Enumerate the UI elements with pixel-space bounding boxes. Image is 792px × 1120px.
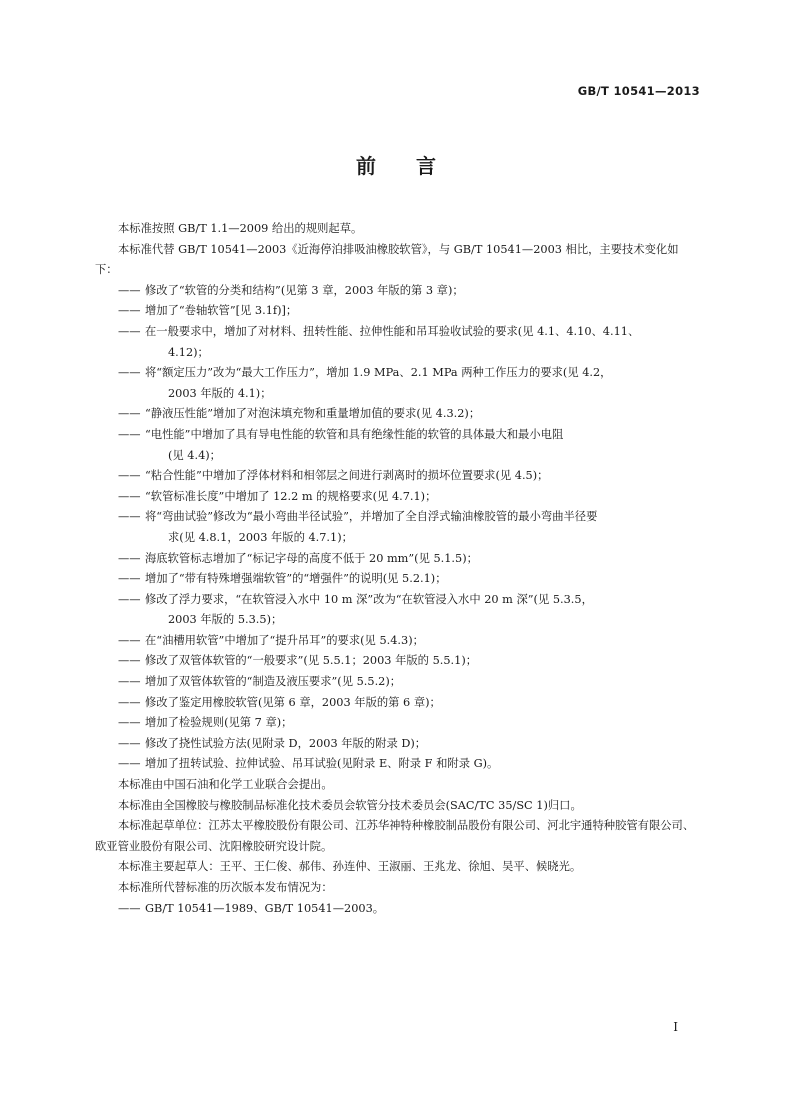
intro-paragraph: 本标准按照 GB/T 1.1—2009 给出的规则起草。	[118, 222, 363, 235]
list-item	[95, 734, 701, 755]
list-item-text: 增加了检验规则(见第 7 章)；	[145, 716, 293, 730]
list-item-text: 海底软管标志增加了“标记字母的高度不低于 20 mm”(见 5.1.5)；	[145, 551, 478, 565]
closing-paragraph: 本标准主要起草人：王平、王仁俊、郝伟、孙连仲、王淑丽、王兆龙、徐旭、吴平、候晓光。	[118, 860, 582, 874]
list-item	[95, 569, 701, 590]
dash-marker: ——	[118, 901, 141, 915]
list-item-continuation: 求(见 4.8.1，2003 年版的 4.7.1)；	[168, 530, 353, 544]
dash-marker: ——	[118, 407, 141, 421]
dash-marker: ——	[118, 551, 141, 565]
dash-marker: ——	[118, 489, 141, 503]
list-item-text: “静液压性能”增加了对泡沫填充物和重量增加值的要求(见 4.3.2)；	[145, 407, 481, 421]
list-item	[95, 713, 701, 734]
closing-paragraph: 本标准由全国橡胶与橡胶制品标准化技术委员会软管分技术委员会(SAC/TC 35/SC 1)归口。	[118, 798, 582, 812]
list-item-text: 增加了双管体软管的“制造及液压要求”(见 5.5.2)；	[145, 675, 402, 689]
list-item	[95, 672, 701, 693]
dash-marker: ——	[118, 675, 141, 689]
list-item-text: 修改了鉴定用橡胶软管(见第 6 章，2003 年版的第 6 章)；	[145, 695, 441, 709]
dash-marker: ——	[118, 469, 141, 483]
list-item	[95, 549, 701, 570]
intro-paragraph: 本标准代替 GB/T 10541—2003《近海停泊排吸油橡胶软管》，与 GB/T 10541—2003 相比，主要技术变化如下：	[95, 242, 679, 277]
list-item-text: “粘合性能”中增加了浮体材料和相邻层之间进行剥离时的损坏位置要求(见 4.5)；	[145, 469, 549, 483]
list-item-continuation: 2003 年版的 4.1)；	[168, 386, 272, 400]
list-item-text: 增加了“卷轴软管”[见 3.1f)]；	[145, 304, 298, 318]
list-item	[95, 754, 701, 775]
page-title: 前言	[356, 154, 476, 178]
list-item	[95, 301, 701, 322]
closing-paragraph: 本标准起草单位：江苏太平橡胶股份有限公司、江苏华神特种橡胶制品股份有限公司、河北宇通特种胶管有限公司、欧亚管业股份有限公司、沈阳橡胶研究设计院。	[95, 819, 695, 853]
page-number: I	[673, 1020, 678, 1034]
list-item-text: 在“油槽用软管”中增加了“提升吊耳”的要求(见 5.4.3)；	[145, 633, 424, 647]
list-item-text: “软管标准长度”中增加了 12.2 m 的规格要求(见 4.7.1)；	[145, 489, 437, 503]
dash-marker: ——	[118, 324, 141, 338]
standard-code: GB/T 10541—2013	[577, 84, 700, 98]
change-list	[95, 281, 701, 775]
dash-marker: ——	[118, 366, 141, 380]
list-item	[95, 487, 701, 508]
list-item-continuation: 2003 年版的 5.3.5)；	[168, 613, 283, 627]
dash-marker: ——	[118, 592, 141, 606]
list-item	[95, 281, 701, 302]
list-item	[95, 651, 701, 672]
list-item-text: 在一般要求中，增加了对材料、扭转性能、拉伸性能和吊耳验收试验的要求(见 4.1、4.10、4.11、	[145, 324, 640, 338]
list-item	[95, 404, 701, 425]
list-item	[95, 590, 701, 631]
dash-marker: ——	[118, 283, 141, 297]
document-body	[95, 219, 701, 919]
dash-marker: ——	[118, 757, 141, 771]
list-item	[95, 322, 701, 363]
dash-marker: ——	[118, 736, 141, 750]
list-item-text: 增加了扭转试验、拉伸试验、吊耳试验(见附录 E、附录 F 和附录 G)。	[145, 757, 499, 771]
list-item	[95, 363, 701, 404]
dash-marker: ——	[118, 572, 141, 586]
dash-marker: ——	[118, 510, 141, 524]
dash-marker: ——	[118, 633, 141, 647]
dash-marker: ——	[118, 654, 141, 668]
list-item-text: 将“弯曲试验”修改为“最小弯曲半径试验”，并增加了全自浮式输油橡胶管的最小弯曲半径要	[145, 510, 598, 524]
list-item-text: “电性能”中增加了具有导电性能的软管和具有绝缘性能的软管的具体最大和最小电阻	[145, 427, 564, 441]
list-item-text: 增加了“带有特殊增强端软管”的“增强件”的说明(见 5.2.1)；	[145, 572, 447, 586]
list-item	[95, 466, 701, 487]
closing-paragraph: 本标准所代替标准的历次版本发布情况为：	[118, 881, 333, 894]
list-item-text: 修改了“软管的分类和结构”(见第 3 章，2003 年版的第 3 章)；	[145, 283, 464, 297]
dash-marker: ——	[118, 427, 141, 441]
list-item	[95, 693, 701, 714]
list-item-continuation: 4.12)；	[168, 345, 209, 359]
dash-marker: ——	[118, 716, 141, 730]
list-item-text: 修改了挠性试验方法(见附录 D，2003 年版的附录 D)；	[145, 736, 427, 750]
closing-paragraph: 本标准由中国石油和化学工业联合会提出。	[118, 778, 333, 792]
list-item-text: 将“额定压力”改为“最大工作压力”，增加 1.9 MPa、2.1 MPa 两种工作压力的要求(见 4.2，	[145, 366, 612, 380]
list-item	[95, 425, 701, 466]
history-item	[95, 899, 701, 920]
dash-marker: ——	[118, 695, 141, 709]
dash-marker: ——	[118, 304, 141, 318]
list-item	[95, 631, 701, 652]
list-item	[95, 507, 701, 548]
list-item-continuation: (见 4.4)；	[168, 448, 221, 462]
list-item-text: 修改了双管体软管的“一般要求”(见 5.5.1；2003 年版的 5.5.1)；	[145, 654, 478, 668]
history-text: GB/T 10541—1989、GB/T 10541—2003。	[145, 901, 385, 915]
list-item-text: 修改了浮力要求，“在软管浸入水中 10 m 深”改为“在软管浸入水中 20 m 深”(见 5.3.5，	[145, 592, 593, 606]
